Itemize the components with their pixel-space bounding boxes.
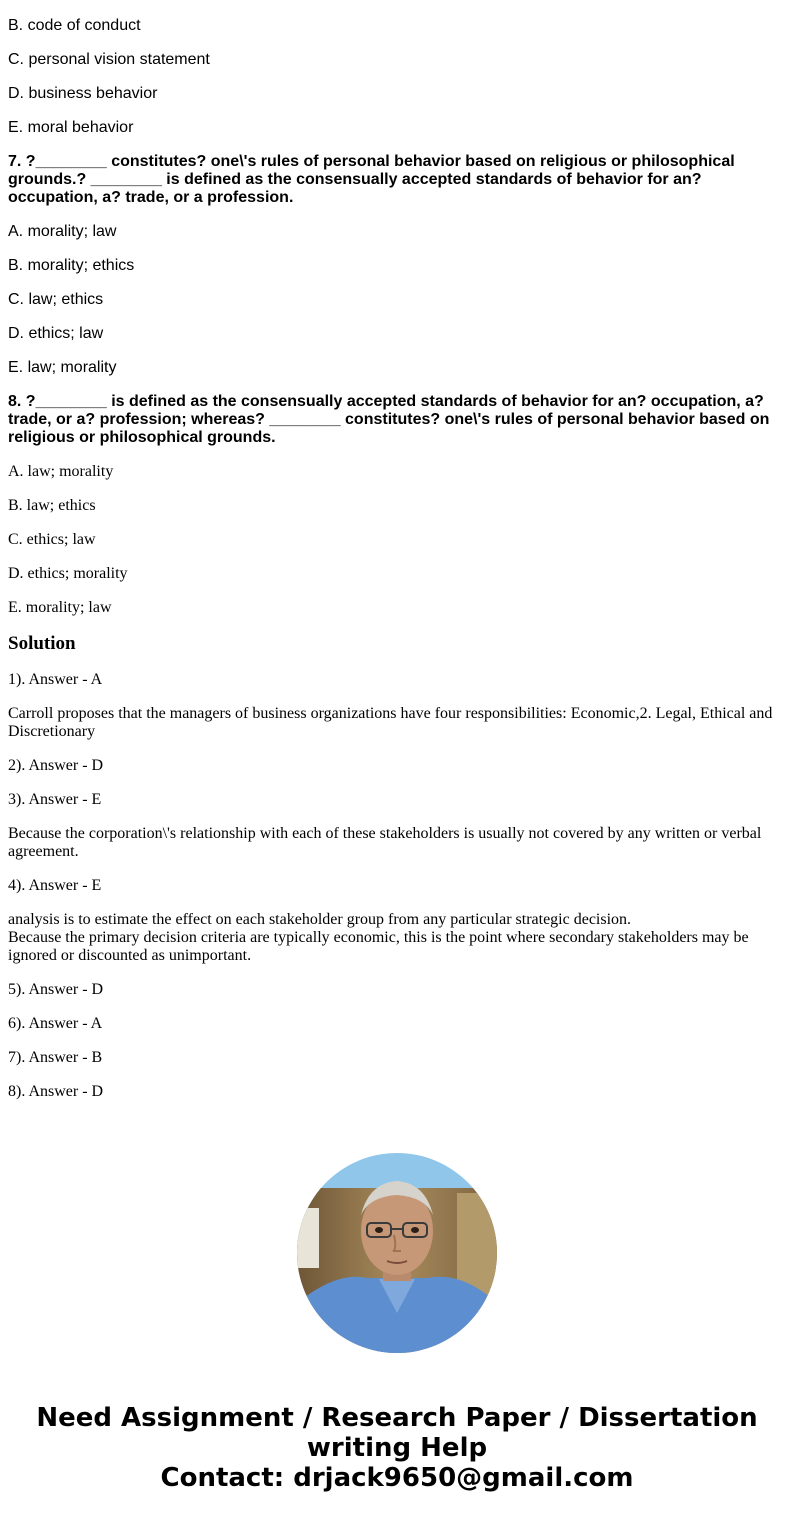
answer-8: 8). Answer - D [8,1083,104,1100]
answer-4-explanation [8,911,786,965]
answer-2: 2). Answer - D [8,757,104,774]
q8-option-b: B. law; ethics [8,497,96,514]
q8-option-d: D. ethics; morality [8,565,128,582]
q6-option-b: B. code of conduct [8,17,141,34]
answer-1: 1). Answer - A [8,671,103,688]
answer-5: 5). Answer - D [8,981,104,998]
answer-7: 7). Answer - B [8,1049,103,1066]
q7-option-b: B. morality; ethics [8,257,135,274]
contact-banner [0,1403,794,1493]
q7-option-a: A. morality; law [8,223,117,240]
answer-3: 3). Answer - E [8,791,102,808]
q6-option-e: E. moral behavior [8,119,134,136]
answer-6: 6). Answer - A [8,1015,103,1032]
q7-option-e: E. law; morality [8,359,117,376]
question-8: 8. ?________ is defined as the consensually accepted standards of behavior for an? occupation, a? trade, or a? profession; whereas? ________ constitutes? one\'s rules of personal behavior based on religious or philosophical grounds. [8,393,770,446]
question-7: 7. ?________ constitutes? one\'s rules of personal behavior based on religious or philosophical grounds.? ________ is defined as the consensually accepted standards of behavior for an? occupation, a? trade, or a profession. [8,153,735,206]
q6-option-c: C. personal vision statement [8,51,210,68]
solution-heading: Solution [8,633,76,654]
banner-line-2: writing Help [306,1433,488,1463]
q7-option-d: D. ethics; law [8,325,104,342]
answer-4: 4). Answer - E [8,877,102,894]
answer-3-explanation: Because the corporation\'s relationship with each of these stakeholders is usually not covered by any written or verbal agreement. [8,825,762,860]
q8-option-a: A. law; morality [8,463,114,480]
answer-4-explanation-line-2: Because the primary decision criteria are typically economic, this is the point where secondary stakeholders may be ignored or discounted as unimportant. [8,929,749,964]
q7-option-c: C. law; ethics [8,291,104,308]
q6-option-d: D. business behavior [8,85,158,102]
author-portrait-image [297,1153,497,1353]
answer-1-explanation: Carroll proposes that the managers of business organizations have four responsibilities: Economic,2. Legal, Ethical and Discretionary [8,705,773,740]
author-photo [297,1153,497,1353]
q8-option-c: C. ethics; law [8,531,96,548]
banner-contact-line: Contact: drjack9650@gmail.com [160,1463,634,1493]
answer-4-explanation-line-1: analysis is to estimate the effect on each stakeholder group from any particular strategic decision. [8,911,632,928]
banner-line-1: Need Assignment / Research Paper / Dissertation [36,1403,758,1433]
q8-option-e: E. morality; law [8,599,112,616]
